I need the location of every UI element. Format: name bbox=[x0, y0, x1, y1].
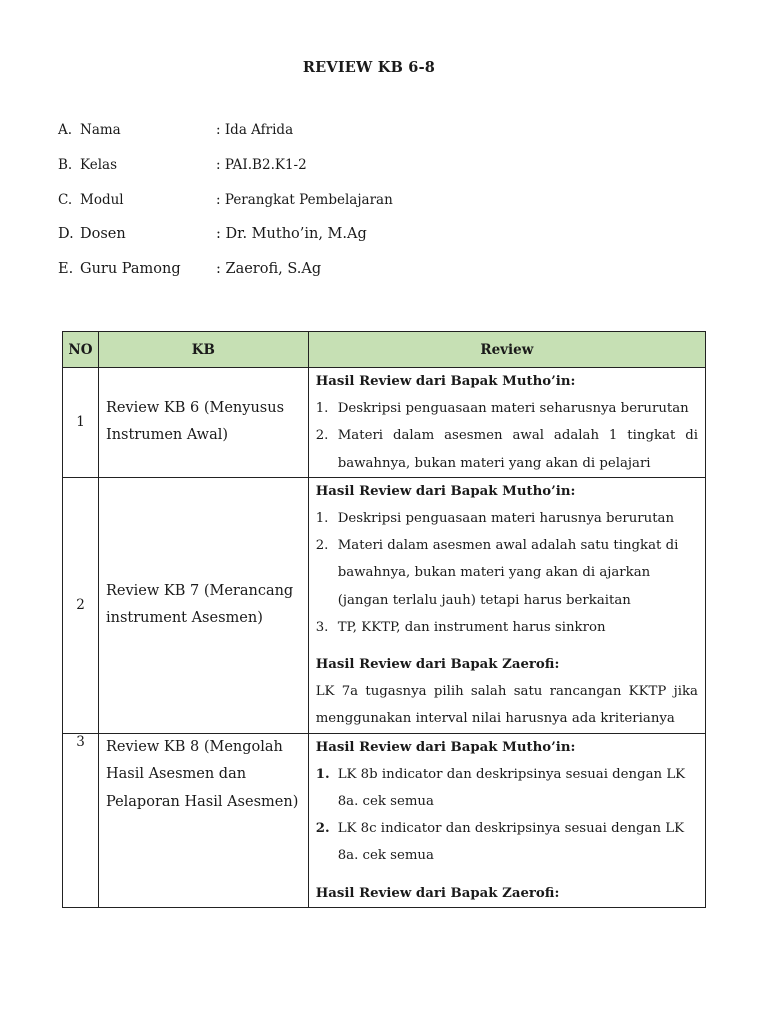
list-item bbox=[316, 505, 698, 532]
info-letter: A. bbox=[58, 122, 73, 138]
info-value: : Zaerofi, S.Ag bbox=[216, 261, 322, 277]
list-item bbox=[316, 761, 698, 815]
list-item bbox=[316, 815, 698, 869]
row-kb: Review KB 8 (Mengolah Hasil Asesmen dan Pelaporan Hasil Asesmen) bbox=[98, 733, 308, 907]
header-no: NO bbox=[63, 332, 99, 368]
table-header-row bbox=[63, 332, 706, 368]
list-item bbox=[316, 395, 698, 422]
info-label: Dosen bbox=[80, 226, 126, 242]
info-value: : PAI.B2.K1-2 bbox=[216, 157, 307, 173]
list-number: 1. bbox=[315, 511, 329, 527]
list-number: 2. bbox=[315, 428, 329, 444]
list-text: Materi dalam asesmen awal adalah 1 tingkat di bawahnya, bukan materi yang akan di pelajari bbox=[337, 428, 698, 471]
list-text: TP, KKTP, dan instrument harus sinkron bbox=[337, 619, 606, 635]
table-row bbox=[63, 733, 706, 907]
review-heading: Hasil Review dari Bapak Mutho’in: bbox=[315, 739, 576, 755]
row-number: 2 bbox=[63, 477, 99, 733]
info-letter: D. bbox=[58, 226, 74, 242]
list-text: LK 8b indicator dan deskripsinya sesuai dengan LK 8a. cek semua bbox=[337, 766, 686, 810]
info-value: : Dr. Mutho’in, M.Ag bbox=[216, 226, 367, 242]
table-row bbox=[63, 368, 706, 478]
review-heading: Hasil Review dari Bapak Zaerofi: bbox=[315, 657, 560, 673]
review-table bbox=[62, 331, 706, 908]
list-text: Deskripsi penguasaan materi harusnya berurutan bbox=[337, 511, 675, 527]
info-letter: C. bbox=[58, 192, 73, 208]
list-text: LK 8c indicator dan deskripsinya sesuai dengan LK 8a. cek semua bbox=[337, 821, 685, 864]
info-row-dosen bbox=[58, 226, 367, 242]
info-row-guru-pamong bbox=[58, 261, 321, 277]
list-number: 1. bbox=[315, 766, 330, 782]
row-review bbox=[308, 477, 705, 733]
info-label: Kelas bbox=[80, 157, 118, 173]
document-title: REVIEW KB 6-8 bbox=[302, 59, 436, 76]
list-number: 2. bbox=[315, 821, 330, 837]
review-heading: Hasil Review dari Bapak Mutho’in: bbox=[315, 483, 576, 499]
list-text: Deskripsi penguasaan materi seharusnya berurutan bbox=[337, 401, 689, 417]
info-label: Modul bbox=[80, 192, 124, 208]
list-number: 2. bbox=[315, 538, 329, 554]
list-number: 3. bbox=[315, 619, 329, 635]
info-value: : Perangkat Pembelajaran bbox=[216, 192, 393, 208]
info-letter: E. bbox=[58, 261, 74, 277]
info-row-nama bbox=[58, 122, 293, 138]
row-kb: Review KB 7 (Merancang instrument Asesmen) bbox=[98, 477, 308, 733]
table-row bbox=[63, 477, 706, 733]
row-review bbox=[308, 368, 705, 478]
review-heading: Hasil Review dari Bapak Zaerofi: bbox=[315, 885, 560, 901]
info-row-kelas bbox=[58, 157, 307, 173]
row-number: 3 bbox=[63, 733, 99, 907]
review-paragraph: LK 7a tugasnya pilih salah satu rancangan KKTP jika menggunakan interval nilai harusnya ada kriterianya bbox=[315, 684, 698, 727]
row-review bbox=[308, 733, 705, 907]
list-item bbox=[316, 532, 698, 614]
info-letter: B. bbox=[58, 157, 73, 173]
list-number: 1. bbox=[315, 401, 329, 417]
list-text: Materi dalam asesmen awal adalah satu tingkat di bawahnya, bukan materi yang akan di ajarkan (jangan terlalu jauh) tetapi harus berkaitan bbox=[337, 538, 679, 608]
header-review: Review bbox=[308, 332, 705, 368]
info-label: Nama bbox=[80, 122, 121, 138]
header-kb: KB bbox=[98, 332, 308, 368]
list-item bbox=[316, 422, 698, 476]
row-number: 1 bbox=[63, 368, 99, 478]
info-row-modul bbox=[58, 192, 393, 208]
list-item bbox=[316, 614, 698, 641]
review-heading: Hasil Review dari Bapak Mutho’in: bbox=[315, 374, 576, 389]
info-label: Guru Pamong bbox=[80, 261, 181, 277]
info-value: : Ida Afrida bbox=[216, 122, 294, 138]
row-kb: Review KB 6 (Menyusus Instrumen Awal) bbox=[98, 368, 308, 478]
